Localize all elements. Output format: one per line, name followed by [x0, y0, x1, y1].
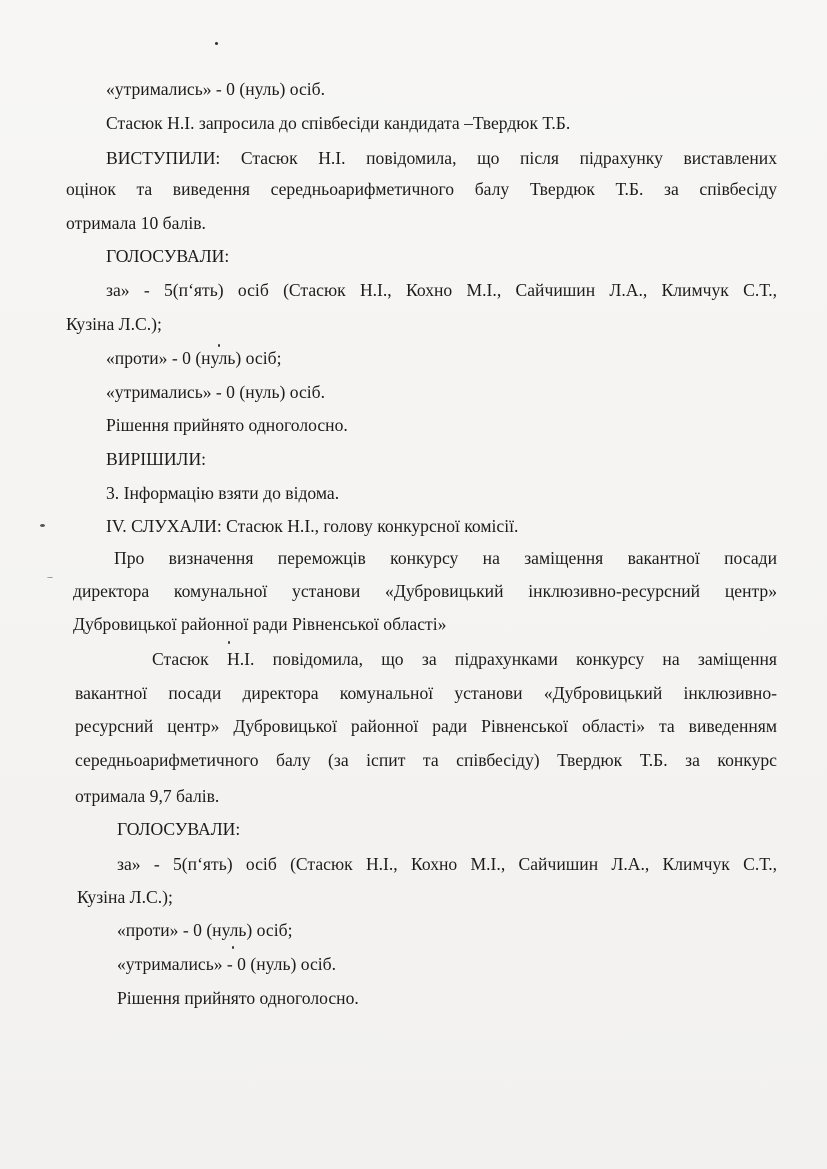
section-heading: ГОЛОСУВАЛИ: [117, 819, 241, 839]
scan-speck [40, 524, 45, 527]
text-line: Рішення прийнято одноголосно. [106, 415, 348, 435]
text-line: «проти» - 0 (нуль) осіб; [117, 920, 293, 940]
section-heading: ГОЛОСУВАЛИ: [106, 246, 230, 266]
text-line: середньоарифметичного балу (за іспит та співбесіду) Твердюк Т.Б. за конкурс [75, 750, 777, 770]
text-line: вакантної посади директора комунальної установи «Дубровицький інклюзивно- [75, 683, 777, 703]
scan-speck [218, 344, 220, 347]
text-line: Дубровицької районної ради Рівненської області» [73, 614, 447, 634]
text-line: ВИСТУПИЛИ: Стасюк Н.І. повідомила, що після підрахунку виставлених [106, 148, 777, 168]
text-line: «утримались» - 0 (нуль) осіб. [117, 954, 337, 974]
text-line: Про визначення переможців конкурсу на заміщення вакантної посади [114, 548, 777, 568]
text-line: отримала 9,7 балів. [75, 786, 220, 806]
text-line: директора комунальної установи «Дубровицький інклюзивно-ресурсний центр» [73, 581, 777, 601]
section-heading: ВИРІШИЛИ: [106, 449, 207, 469]
scan-speck [232, 946, 234, 949]
text-line: Стасюк Н.І. запросила до співбесіди кандидата –Твердюк Т.Б. [106, 113, 571, 133]
text-line: Стасюк Н.І. повідомила, що за підрахунками конкурсу на заміщення [152, 649, 777, 669]
text-line: «утримались» - 0 (нуль) осіб. [106, 79, 326, 99]
text-line: отримала 10 балів. [66, 213, 206, 233]
text-line: 3. Інформацію взяти до відома. [106, 483, 340, 503]
text-line: Кузіна Л.С.); [77, 887, 173, 907]
text-line: ресурсний центр» Дубровицької районної ради Рівненської області» та виведенням [75, 716, 777, 736]
scan-speck [228, 641, 230, 644]
text-line: «утримались» - 0 (нуль) осіб. [106, 382, 326, 402]
section-heading: IV. СЛУХАЛИ: Стасюк Н.І., голову конкурсної комісії. [106, 516, 519, 536]
text-line: Рішення прийнято одноголосно. [117, 988, 359, 1008]
scan-speck [47, 577, 53, 578]
scan-speck [215, 42, 218, 45]
text-line: за» - 5(п‘ять) осіб (Стасюк Н.І., Кохно М.І., Сайчишин Л.А., Климчук С.Т., [106, 280, 777, 300]
text-line: за» - 5(п‘ять) осіб (Стасюк Н.І., Кохно М.І., Сайчишин Л.А., Климчук С.Т., [117, 854, 777, 874]
text-line: оцінок та виведення середньоарифметичного балу Твердюк Т.Б. за співбесіду [66, 179, 777, 199]
text-line: «проти» - 0 (нуль) осіб; [106, 348, 282, 368]
text-line: Кузіна Л.С.); [66, 314, 162, 334]
